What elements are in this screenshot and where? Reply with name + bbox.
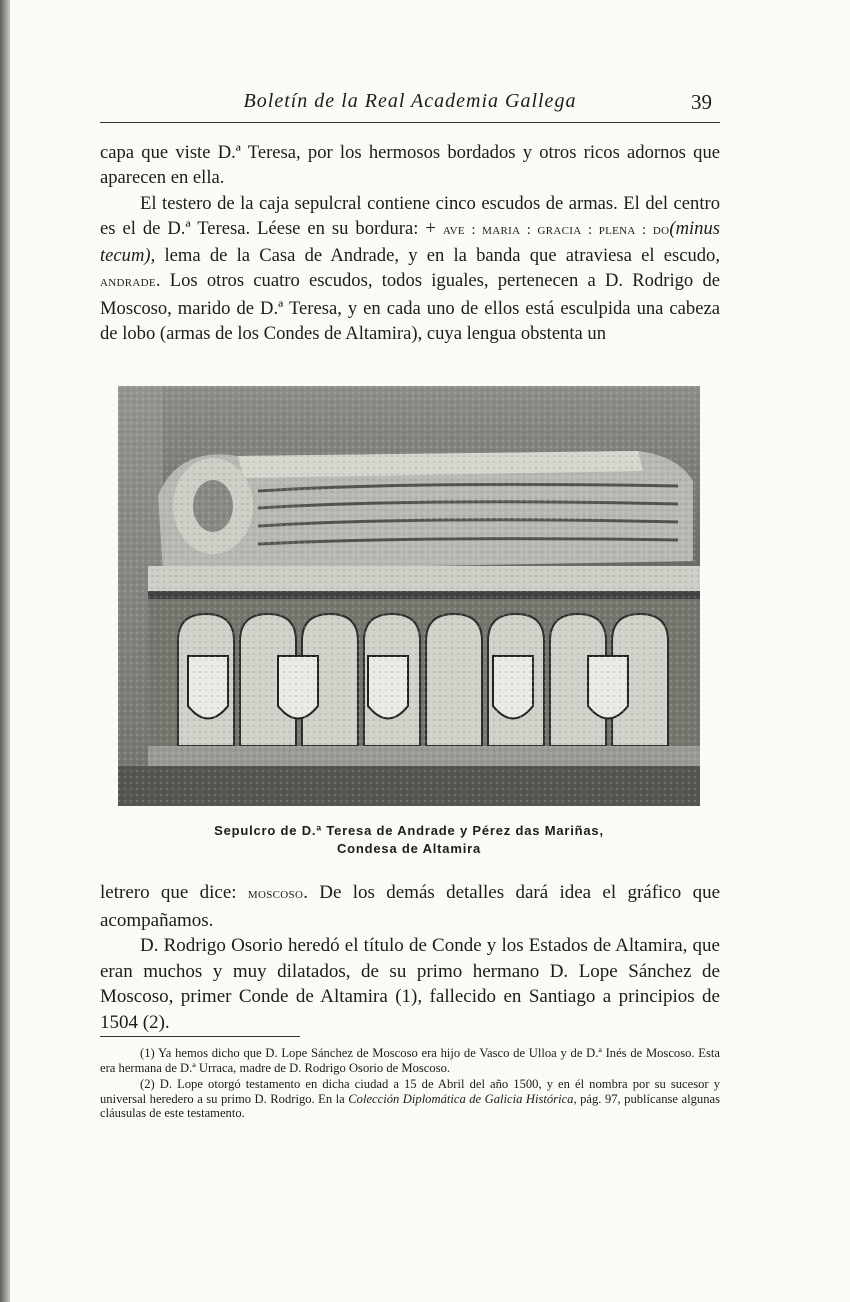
footnotes [100, 1046, 720, 1121]
andrade-small-caps: andrade [100, 274, 156, 291]
paragraph-2-part-a: El testero de la caja sepulcral contiene cinco escudos de armas. El del centro es el de D.ª Teresa. Léese en su bordura: + [100, 192, 720, 239]
caption-line-2: Condesa de Altamira [336, 841, 482, 856]
footnote-2 [100, 1077, 720, 1121]
paragraph-2-part-b: lema de la Casa de Andrade, y en la banda que atraviesa el escudo, [155, 245, 720, 267]
journal-title: Boletín de la Real Academia Gallega [243, 90, 577, 112]
caption-line-1: Sepulcro de D.ª Teresa de Andrade y Pérez das Mariñas, [214, 823, 604, 838]
footnote-1: (1) Ya hemos dicho que D. Lope Sánchez de Moscoso era hijo de Vasco de Ulloa y de D.ª Inés de Moscoso. Esta era hermana de D.ª Urraca, madre de D. Rodrigo Osorio de Moscoso. [100, 1046, 720, 1075]
paragraph-3-part-a: letrero que dice: [100, 882, 248, 903]
paragraph-2-part-c: . Los otros cuatro escudos, todos iguales, pertenecen a D. Rodrigo de Moscoso, marido de D.ª Teresa, y en cada uno de ellos está esculpida una cabeza de lobo (armas de los Condes de Altamira), cuya lengua obstenta un [100, 270, 720, 345]
paragraph-3 [100, 880, 720, 933]
paragraph-1: capa que viste D.ª Teresa, por los hermosos bordados y otros ricos adornos que aparecen en ella. [100, 142, 720, 189]
scan-edge-shadow [0, 0, 10, 1302]
paragraph-2 [100, 191, 720, 347]
tomb-photograph-drawing [118, 386, 700, 806]
moscoso-small-caps: moscoso [247, 886, 304, 902]
body-text-top [100, 140, 720, 346]
body-text-middle [100, 880, 720, 1035]
paragraph-4: D. Rodrigo Osorio heredó el título de Conde y los Estados de Altamira, que eran muchos y muy dilatados, de su primo hermano D. Lope Sánchez de Moscoso, primer Conde de Altamira (1), fallecido en Santiago a principios de 1504 (2). [100, 935, 720, 1033]
footnote-2-part-b: pág. 97, publícanse algunas cláusulas de este testamento. [100, 1091, 720, 1121]
paragraph-3-part-b: . De los demás detalles dará idea el gráfico que acompañamos. [100, 882, 721, 931]
page-number: 39 [691, 90, 712, 114]
footnote-rule [100, 1036, 300, 1037]
tomb-photograph [118, 386, 700, 806]
motto-small-caps: ave : maria : gracia : plena : do [442, 221, 670, 238]
footnote-2-part-a: (2) D. Lope otorgó testamento en dicha ciudad a 15 de Abril del año 1500, y en él nombra por su sucesor y universal heredero a su primo D. Rodrigo. En la [100, 1077, 720, 1106]
footnote-2-italic: Colección Diplomática de Galicia Histórica, [348, 1091, 577, 1106]
motto-italic: (minus tecum), [100, 217, 720, 267]
running-header [100, 88, 720, 123]
figure-caption [118, 822, 700, 858]
